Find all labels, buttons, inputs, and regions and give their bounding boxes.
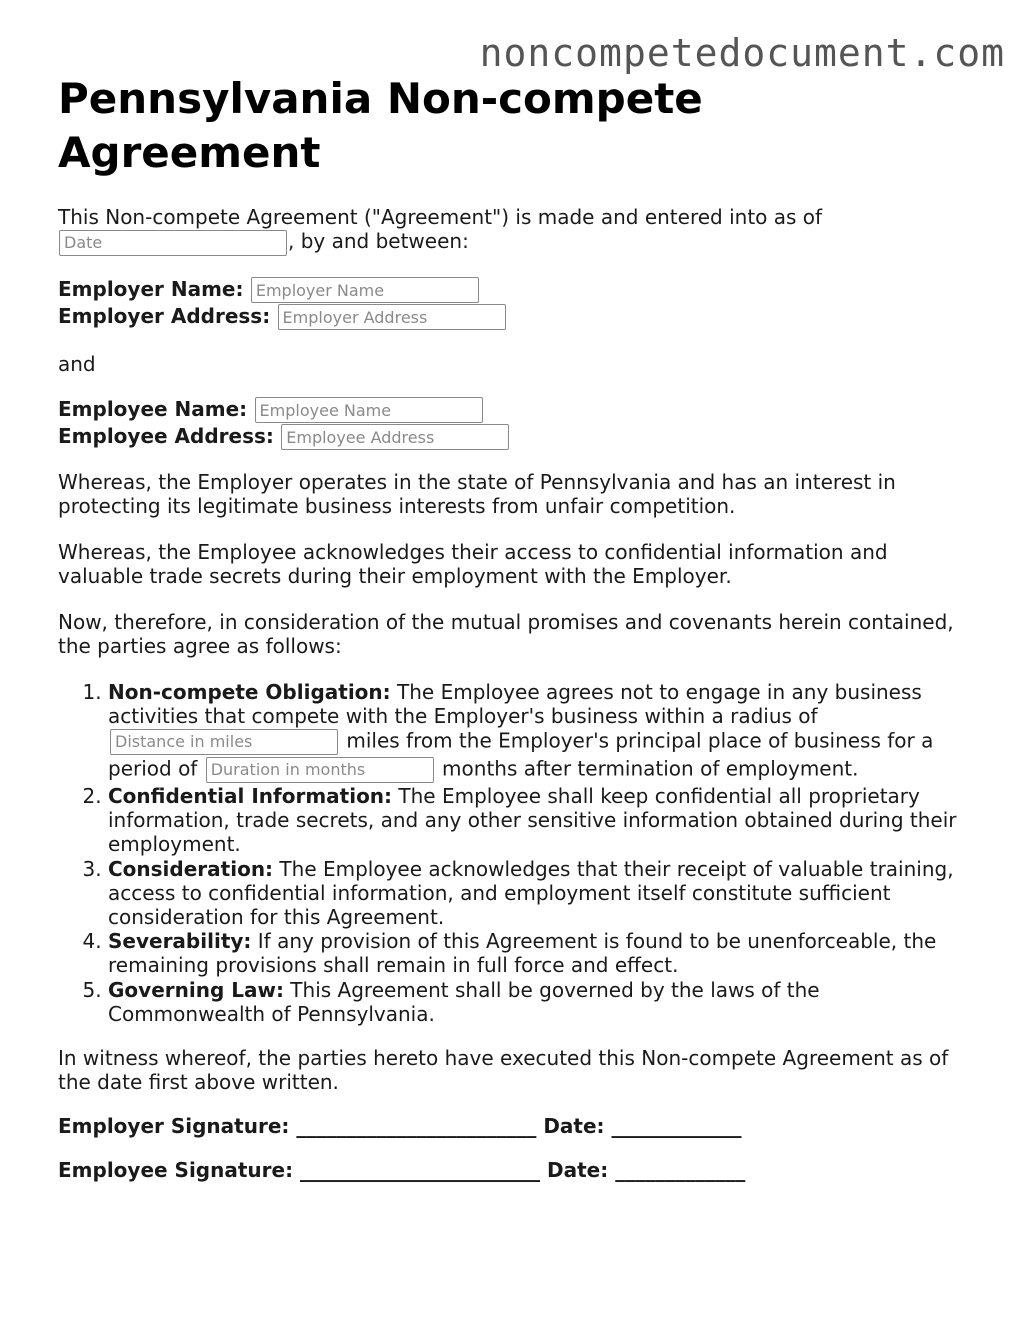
employee-signature-label: Employee Signature: (58, 1157, 294, 1182)
intro-text: This Non-compete Agreement ("Agreement") is made and entered into as of (58, 205, 823, 229)
clause-text: The Employee shall keep confidential all proprietary information, trade secrets, and any other sensitive information obtained during their employment. (108, 783, 957, 857)
clause-item (108, 929, 978, 977)
employee-section (58, 396, 978, 450)
and-text: and (58, 351, 96, 376)
clause-item (108, 784, 978, 857)
clause-list (58, 680, 978, 1026)
clause-text: miles from the Employer's principal place of business for a period of (108, 728, 934, 781)
clause-heading: Consideration: (108, 856, 274, 881)
employee-signature-line (58, 1158, 978, 1182)
employee-signature-blank[interactable]: ________________________ (300, 1157, 541, 1182)
clause-heading: Non-compete Obligation: (108, 679, 391, 704)
employer-signature-label: Employer Signature: (58, 1113, 290, 1138)
employee-address-row (58, 423, 978, 450)
duration-field[interactable] (206, 757, 434, 783)
employer-signature-line (58, 1114, 978, 1138)
now-therefore-paragraph: Now, therefore, in consideration of the mutual promises and covenants herein contained, the parties agree as follows: (58, 609, 954, 658)
document-title: Pennsylvania Non-compete Agreement (58, 74, 703, 177)
employee-name-label: Employee Name: (58, 396, 248, 421)
date-field[interactable] (59, 230, 287, 256)
clause-heading: Governing Law: (108, 977, 284, 1002)
clause-item (108, 978, 978, 1026)
employee-name-row (58, 396, 978, 423)
clause-text: The Employee agrees not to engage in any business activities that compete with the Employer's business within a radius of (108, 679, 922, 728)
employer-address-label: Employer Address: (58, 303, 271, 328)
whereas-paragraph-1: Whereas, the Employer operates in the state of Pennsylvania and has an interest in protecting its legitimate business interests from unfair competition. (58, 469, 896, 518)
intro-text-after: , by and between: (288, 229, 469, 253)
witness-paragraph: In witness whereof, the parties hereto have executed this Non-compete Agreement as of the date first above written. (58, 1045, 949, 1094)
clause-item (108, 680, 978, 784)
clause-item (108, 857, 978, 930)
employer-name-row (58, 276, 978, 303)
distance-field[interactable] (110, 729, 338, 755)
employer-date-label: Date: (543, 1113, 605, 1138)
employee-address-label: Employee Address: (58, 423, 274, 448)
clause-heading: Severability: (108, 929, 252, 954)
employer-name-field[interactable] (251, 277, 479, 303)
whereas-paragraph-2: Whereas, the Employee acknowledges their access to confidential information and valuable trade secrets during their employment with the Employer. (58, 539, 888, 588)
clause-heading: Confidential Information: (108, 783, 393, 808)
watermark: noncompetedocument.com (479, 31, 1005, 75)
clause-text: months after termination of employment. (435, 756, 859, 781)
document-page (58, 72, 978, 1182)
employer-address-row (58, 303, 978, 330)
employer-section (58, 276, 978, 330)
intro-paragraph (58, 205, 978, 256)
employer-name-label: Employer Name: (58, 276, 244, 301)
employee-date-label: Date: (547, 1157, 609, 1182)
employer-address-field[interactable] (278, 304, 506, 330)
clause-text: This Agreement shall be governed by the laws of the Commonwealth of Pennsylvania. (108, 977, 820, 1026)
clause-text: If any provision of this Agreement is found to be unenforceable, the remaining provisions shall remain in full force and effect. (108, 929, 937, 978)
employer-date-blank[interactable]: _____________ (611, 1113, 742, 1138)
employee-address-field[interactable] (281, 424, 509, 450)
employee-name-field[interactable] (255, 397, 483, 423)
employer-signature-blank[interactable]: ________________________ (296, 1113, 537, 1138)
employee-date-blank[interactable]: _____________ (615, 1157, 746, 1182)
clause-text: The Employee acknowledges that their receipt of valuable training, access to confidential information, and employment itself constitute sufficient consideration for this Agreement. (108, 856, 954, 929)
